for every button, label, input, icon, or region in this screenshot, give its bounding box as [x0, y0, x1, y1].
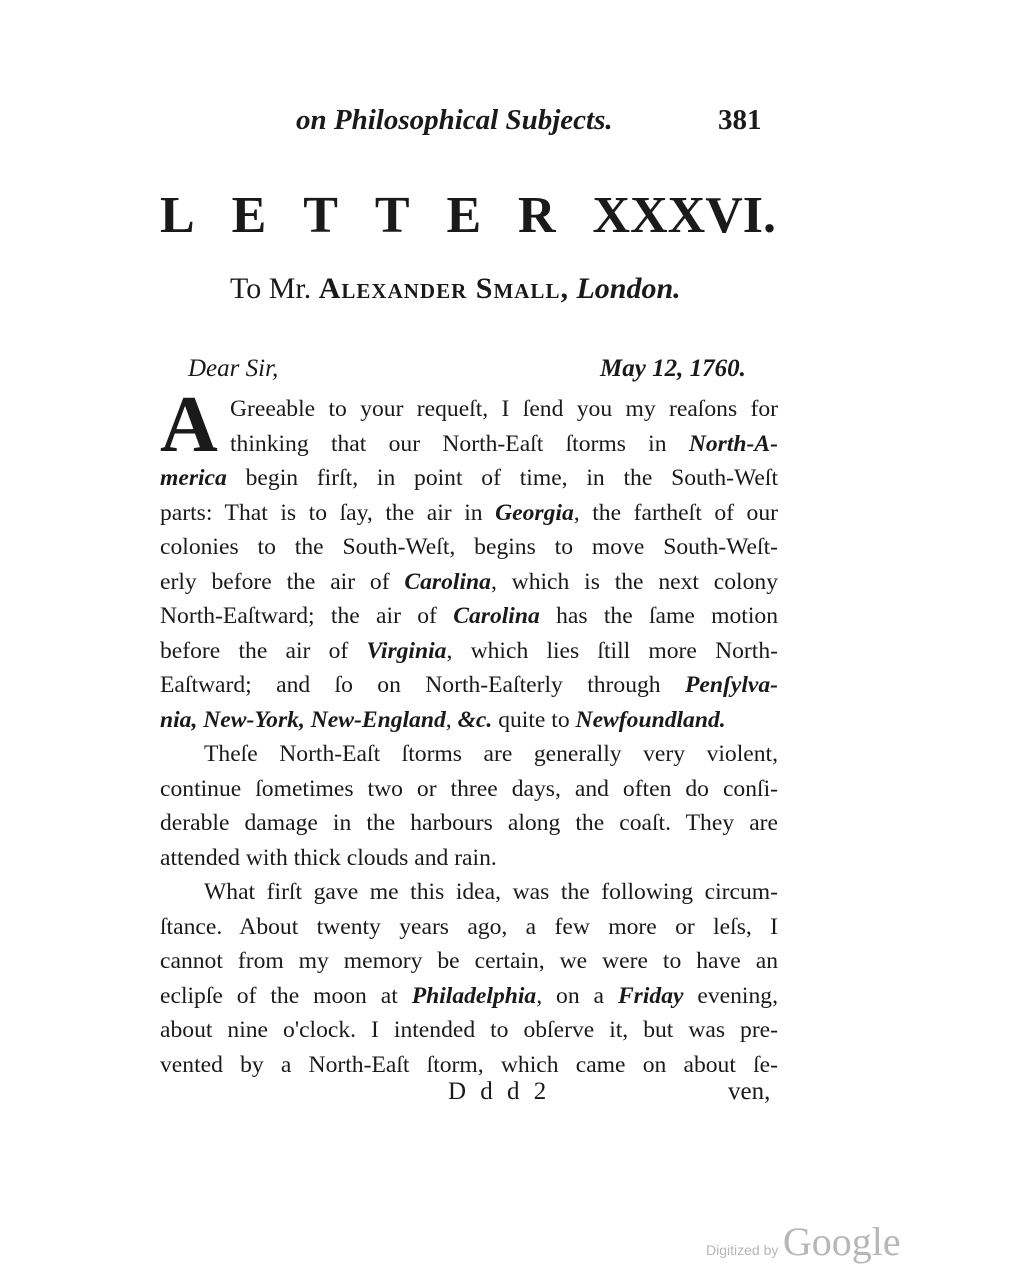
text-segment: erly before the air of — [160, 568, 405, 595]
text-line — [160, 806, 778, 841]
text-segment: thinking that our North-Eaſt ſtorms in — [230, 430, 689, 457]
title-letter: T — [374, 187, 410, 244]
text-line — [160, 668, 778, 703]
text-line — [160, 910, 778, 945]
italic-segment: Philadelphia — [411, 982, 537, 1009]
text-segment: , on a — [536, 982, 618, 1009]
text-segment: has the ſame motion — [539, 603, 779, 629]
text-line — [160, 737, 778, 772]
title-numeral: XXXVI. — [592, 187, 776, 244]
text-segment: colonies to the South-Weſt, begins to move South-Weſt- — [160, 534, 778, 560]
dateline: May 12, 1760. — [600, 355, 746, 382]
italic-segment: merica — [160, 465, 227, 491]
text-segment: Greeable to your requeſt, I ſend you my reaſons for — [230, 396, 778, 422]
text-segment: , the fartheſt of our — [573, 499, 778, 526]
italic-segment: Newfoundland. — [575, 706, 726, 733]
text-segment: begin firſt, in point of time, in the South-Weſt — [226, 465, 778, 491]
addressee-name: Alexander Small, — [318, 272, 569, 305]
text-segment: , which lies ſtill more North- — [446, 637, 778, 664]
running-head: on Philosophical Subjects. — [296, 104, 613, 136]
letter-title — [160, 187, 776, 244]
addressee — [230, 272, 681, 306]
text-line — [160, 599, 778, 634]
text-segment: vented by a North-Eaſt ſtorm, which came on about ſe- — [160, 1051, 778, 1078]
addressee-city: London. — [576, 272, 681, 305]
italic-segment: Carolina — [453, 603, 540, 629]
salutation: Dear Sir, — [188, 355, 279, 382]
text-line — [160, 944, 778, 979]
italic-segment: North-A- — [688, 430, 778, 457]
text-line — [160, 1013, 778, 1048]
text-segment: What firſt gave me this idea, was the following circum- — [204, 879, 778, 905]
text-segment: ſtance. About twenty years ago, a few more or leſs, I — [160, 913, 778, 940]
text-segment: North-Eaſtward; the air of — [160, 603, 454, 629]
watermark-prefix: Digitized by — [706, 1242, 779, 1258]
letter-body — [160, 381, 779, 1082]
text-segment: derable damage in the harbours along the coaſt. They are — [160, 810, 778, 836]
italic-segment: Virginia — [366, 637, 447, 664]
text-segment: evening, — [683, 982, 778, 1009]
text-segment: parts: That is to ſay, the air in — [160, 499, 496, 526]
italic-segment: Georgia — [495, 499, 574, 526]
text-line — [160, 772, 778, 807]
google-logo: Google — [782, 1219, 901, 1264]
text-segment: attended with thick clouds and rain. — [160, 844, 497, 871]
italic-segment: nia, New-York, New-England — [160, 706, 446, 733]
text-line — [160, 392, 778, 427]
title-letter: E — [231, 187, 267, 244]
text-line — [160, 530, 778, 565]
italic-segment: Penſylva- — [684, 672, 778, 698]
title-letter: E — [446, 187, 482, 244]
text-line — [160, 427, 778, 462]
catchword: ven, — [728, 1078, 771, 1105]
google-watermark — [706, 1218, 901, 1265]
text-line — [160, 1048, 778, 1083]
text-line — [160, 979, 778, 1014]
drop-cap: A — [160, 381, 218, 469]
text-segment: Eaſtward; and ſo on North-Eaſterly through — [160, 672, 685, 698]
title-letter: T — [303, 187, 338, 244]
text-line — [160, 496, 778, 531]
text-segment: cannot from my memory be certain, we were to have an — [160, 948, 778, 974]
italic-segment: Friday — [617, 982, 684, 1009]
text-line — [160, 703, 778, 738]
title-letter: R — [518, 187, 556, 244]
text-line — [160, 461, 778, 496]
addressee-prefix: To Mr. — [230, 272, 312, 305]
title-letter: L — [160, 187, 195, 244]
text-line — [160, 634, 778, 669]
text-segment: , which is the next colony — [490, 568, 778, 595]
italic-segment: &c. — [457, 706, 493, 733]
page-number: 381 — [718, 104, 762, 136]
signature-mark: D d d 2 — [448, 1078, 551, 1105]
italic-segment: Carolina — [404, 568, 491, 595]
text-segment: eclipſe of the moon at — [160, 982, 412, 1009]
text-segment: before the air of — [160, 637, 367, 664]
text-line — [160, 875, 778, 910]
text-segment: Theſe North-Eaſt ſtorms are generally very violent, — [204, 741, 778, 767]
text-segment: about nine o'clock. I intended to obſerve it, but was pre- — [160, 1017, 778, 1043]
text-segment: continue ſometimes two or three days, and often do conſi- — [160, 775, 778, 802]
text-segment: , — [445, 706, 458, 733]
text-line — [160, 841, 778, 876]
text-segment: quite to — [492, 706, 576, 733]
text-line — [160, 565, 778, 600]
